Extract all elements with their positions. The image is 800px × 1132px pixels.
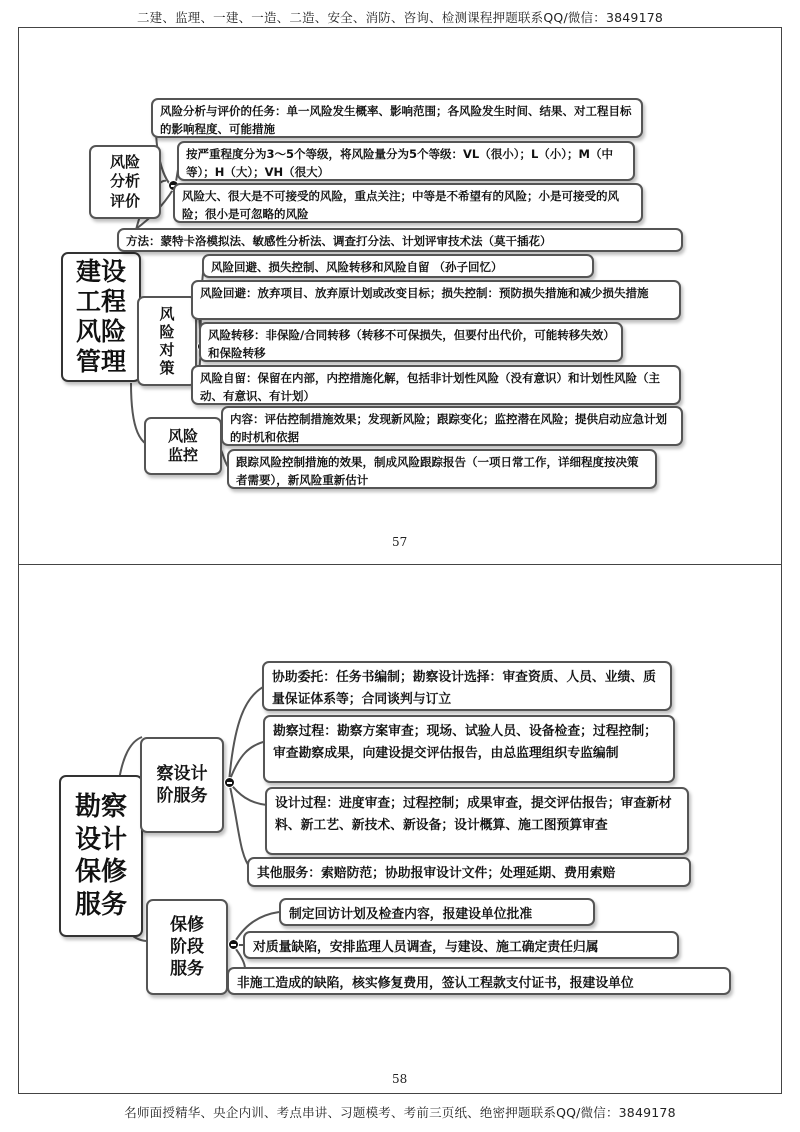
page-58 [18, 564, 782, 1094]
footer-banner: 名师面授精华、央企内训、考点串讲、习题模考、考前三页纸、绝密押题联系QQ/微信：3849178 [124, 1105, 676, 1120]
hub-risk-analysis: 风险分析评价 [89, 145, 161, 219]
page-number-58: 58 [392, 1072, 408, 1086]
methods-note: 方法：蒙特卡洛模拟法、敏感性分析法、调查打分法、计划评审技术法（莫干插花） [117, 228, 683, 252]
root-topic: 建设工程风险管理 [61, 252, 141, 382]
design-item-4: 其他服务：索赔防范；协助报审设计文件；处理延期、费用索赔 [247, 857, 691, 887]
analysis-item-3: 风险大、很大是不可接受的风险，重点关注；中等是不希望有的风险；小是可接受的风险；很小是可忽略的风险 [173, 183, 643, 223]
collapse-toggle-design[interactable] [224, 777, 235, 788]
analysis-item-1: 风险分析与评价的任务：单一风险发生概率、影响范围；各风险发生时间、结果、对工程目标的影响程度、可能措施 [151, 98, 643, 138]
strategy-item-3: 风险转移：非保险/合同转移（转移不可保损失，但要付出代价，可能转移失效）和保险转移 [199, 322, 623, 362]
header-banner: 二建、监理、一建、一造、二造、安全、消防、咨询、检测课程押题联系QQ/微信：3849178 [136, 10, 664, 25]
strategy-item-2: 风险回避：放弃项目、放弃原计划或改变目标；损失控制：预防损失措施和减少损失措施 [191, 280, 681, 320]
hub-warranty-service: 保修阶段服务 [146, 899, 228, 995]
design-item-2: 勘察过程：勘察方案审查；现场、试验人员、设备检查；过程控制；审查勘察成果，向建设提交评估报告，由总监理组织专监编制 [263, 715, 675, 783]
root-topic-58: 勘察设计保修服务 [59, 775, 143, 937]
page-57 [18, 27, 782, 566]
warranty-item-2: 对质量缺陷，安排监理人员调查，与建设、施工确定责任归属 [243, 931, 679, 959]
monitor-item-2: 跟踪风险控制措施的效果，制成风险跟踪报告（一项日常工作，详细程度按决策者需要），新风险重新估计 [227, 449, 657, 489]
strategy-item-1: 风险回避、损失控制、风险转移和风险自留 （孙子回忆） [202, 254, 594, 278]
design-item-1: 协助委托：任务书编制；勘察设计选择：审查资质、人员、业绩、质量保证体系等；合同谈判与订立 [262, 661, 672, 711]
warranty-item-1: 制定回访计划及检查内容，报建设单位批准 [279, 898, 595, 926]
monitor-item-1: 内容：评估控制措施效果；发现新风险；跟踪变化；监控潜在风险；提供启动应急计划的时机和依据 [221, 406, 683, 446]
hub-design-service: 察设计阶服务 [140, 737, 224, 833]
design-item-3: 设计过程：进度审查；过程控制；成果审查，提交评估报告；审查新材料、新工艺、新技术、新设备；设计概算、施工图预算审查 [265, 787, 689, 855]
analysis-item-2: 按严重程度分为3～5个等级，将风险量分为5个等级：VL（很小）；L（小）；M（中等）；H（大）；VH（很大） [177, 141, 635, 181]
page-number-57: 57 [392, 535, 408, 549]
hub-risk-strategy: 风险对策 [137, 296, 197, 386]
collapse-toggle-warranty[interactable] [228, 939, 239, 950]
hub-risk-monitor: 风险监控 [144, 417, 222, 475]
warranty-item-3: 非施工造成的缺陷，核实修复费用，签认工程款支付证书，报建设单位 [227, 967, 731, 995]
strategy-item-4: 风险自留：保留在内部，内控措施化解，包括非计划性风险（没有意识）和计划性风险（主动、有意识、有计划） [191, 365, 681, 405]
